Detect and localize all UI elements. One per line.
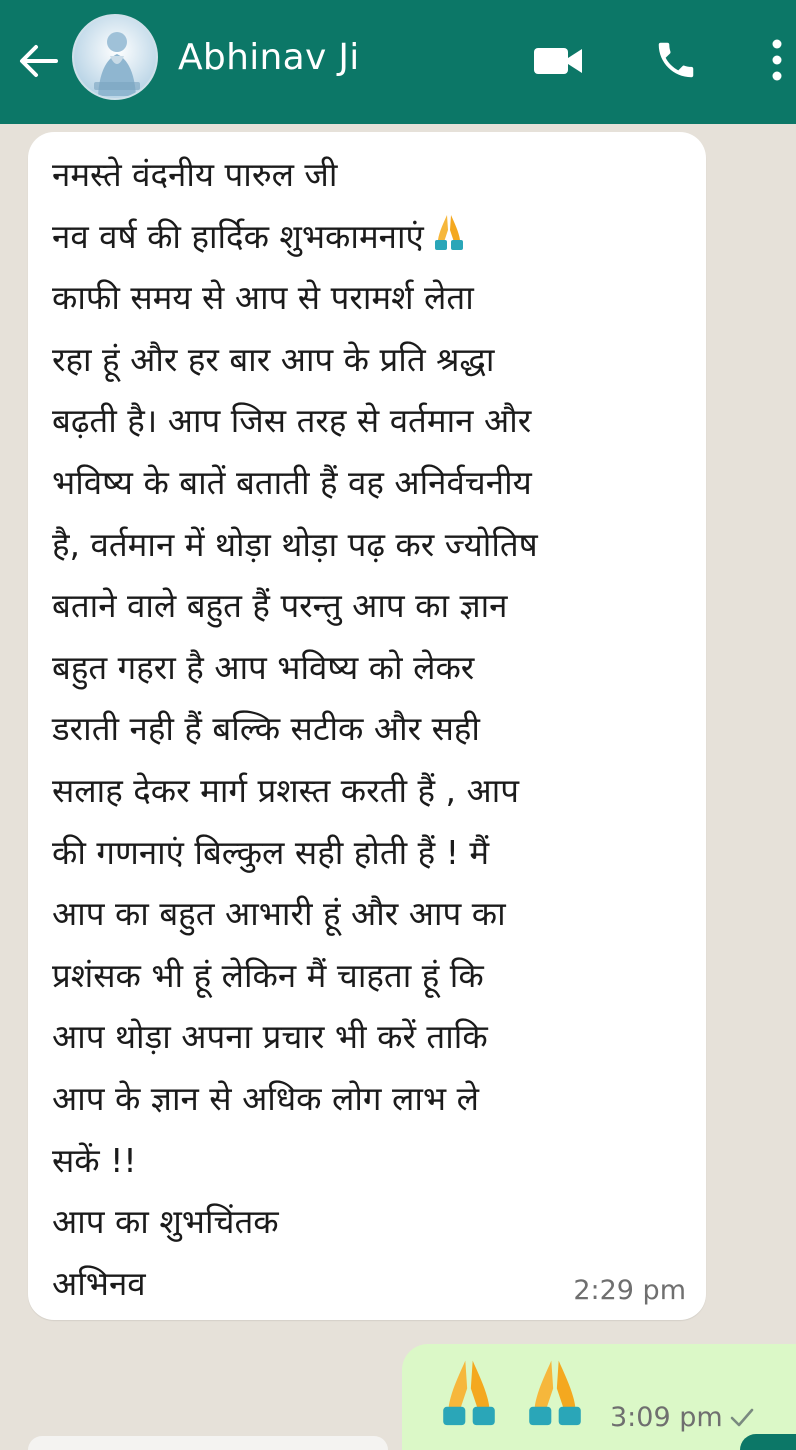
message-line: अभिनव	[52, 1263, 146, 1303]
message-line: प्रशंसक भी हूं लेकिन मैं चाहता हूं कि	[52, 955, 484, 995]
message-line: आप के ज्ञान से अधिक लोग लाभ ले	[52, 1078, 479, 1118]
message-line: डराती नही हैं बल्कि सटीक और सही	[52, 709, 480, 749]
more-options-button[interactable]	[760, 34, 794, 86]
back-button[interactable]	[14, 36, 64, 86]
sent-message-meta	[610, 1402, 755, 1435]
message-line-text: नव वर्ष की हार्दिक शुभकामनाएं	[52, 216, 424, 256]
message-line: बहुत गहरा है आप भविष्य को लेकर	[52, 647, 475, 687]
avatar-image	[74, 16, 158, 100]
received-message-bubble[interactable]	[28, 132, 706, 1320]
voice-call-button[interactable]	[650, 34, 702, 86]
sent-emoji-row	[434, 1352, 590, 1432]
folded-hands-emoji	[520, 1352, 590, 1432]
folded-hands-emoji	[430, 210, 468, 272]
next-message-edge	[28, 1436, 388, 1450]
message-line: रहा हूं और हर बार आप के प्रति श्रद्धा	[52, 339, 495, 379]
message-timestamp: 2:29 pm	[573, 1275, 686, 1306]
message-line: काफी समय से आप से परामर्श लेता	[52, 278, 474, 318]
video-call-button[interactable]	[528, 38, 588, 84]
contact-name[interactable]: Abhinav Ji	[178, 37, 360, 78]
message-line: आप थोड़ा अपना प्रचार भी करें ताकि	[52, 1017, 488, 1057]
message-line: बताने वाले बहुत हैं परन्तु आप का ज्ञान	[52, 586, 508, 626]
message-line: है, वर्तमान में थोड़ा थोड़ा पढ़ कर ज्योतिष	[52, 524, 538, 564]
video-camera-icon	[532, 44, 584, 78]
message-line: सलाह देकर मार्ग प्रशस्त करती हैं , आप	[52, 770, 519, 810]
message-line: नमस्ते वंदनीय पारुल जी	[52, 155, 338, 194]
message-line: की गणनाएं बिल्कुल सही होती हैं ! मैं	[52, 832, 490, 872]
message-timestamp: 3:09 pm	[610, 1402, 723, 1433]
contact-avatar[interactable]	[72, 14, 158, 100]
scroll-button-edge	[740, 1434, 796, 1450]
chat-header	[0, 0, 796, 124]
single-check-icon	[729, 1404, 755, 1435]
message-line: भविष्य के बातें बताती हैं वह अनिर्वचनीय	[52, 462, 532, 502]
folded-hands-icon	[430, 212, 468, 252]
more-vertical-icon	[770, 38, 784, 82]
message-line	[52, 206, 686, 268]
message-line: सकें !!	[52, 1140, 137, 1180]
arrow-left-icon	[18, 40, 60, 82]
folded-hands-emoji	[434, 1352, 504, 1432]
phone-icon	[653, 37, 699, 83]
sent-message-bubble[interactable]	[402, 1344, 796, 1450]
message-line: आप का बहुत आभारी हूं और आप का	[52, 894, 506, 934]
message-line: आप का शुभचिंतक	[52, 1202, 279, 1242]
message-line: बढ़ती है। आप जिस तरह से वर्तमान और	[52, 401, 532, 441]
